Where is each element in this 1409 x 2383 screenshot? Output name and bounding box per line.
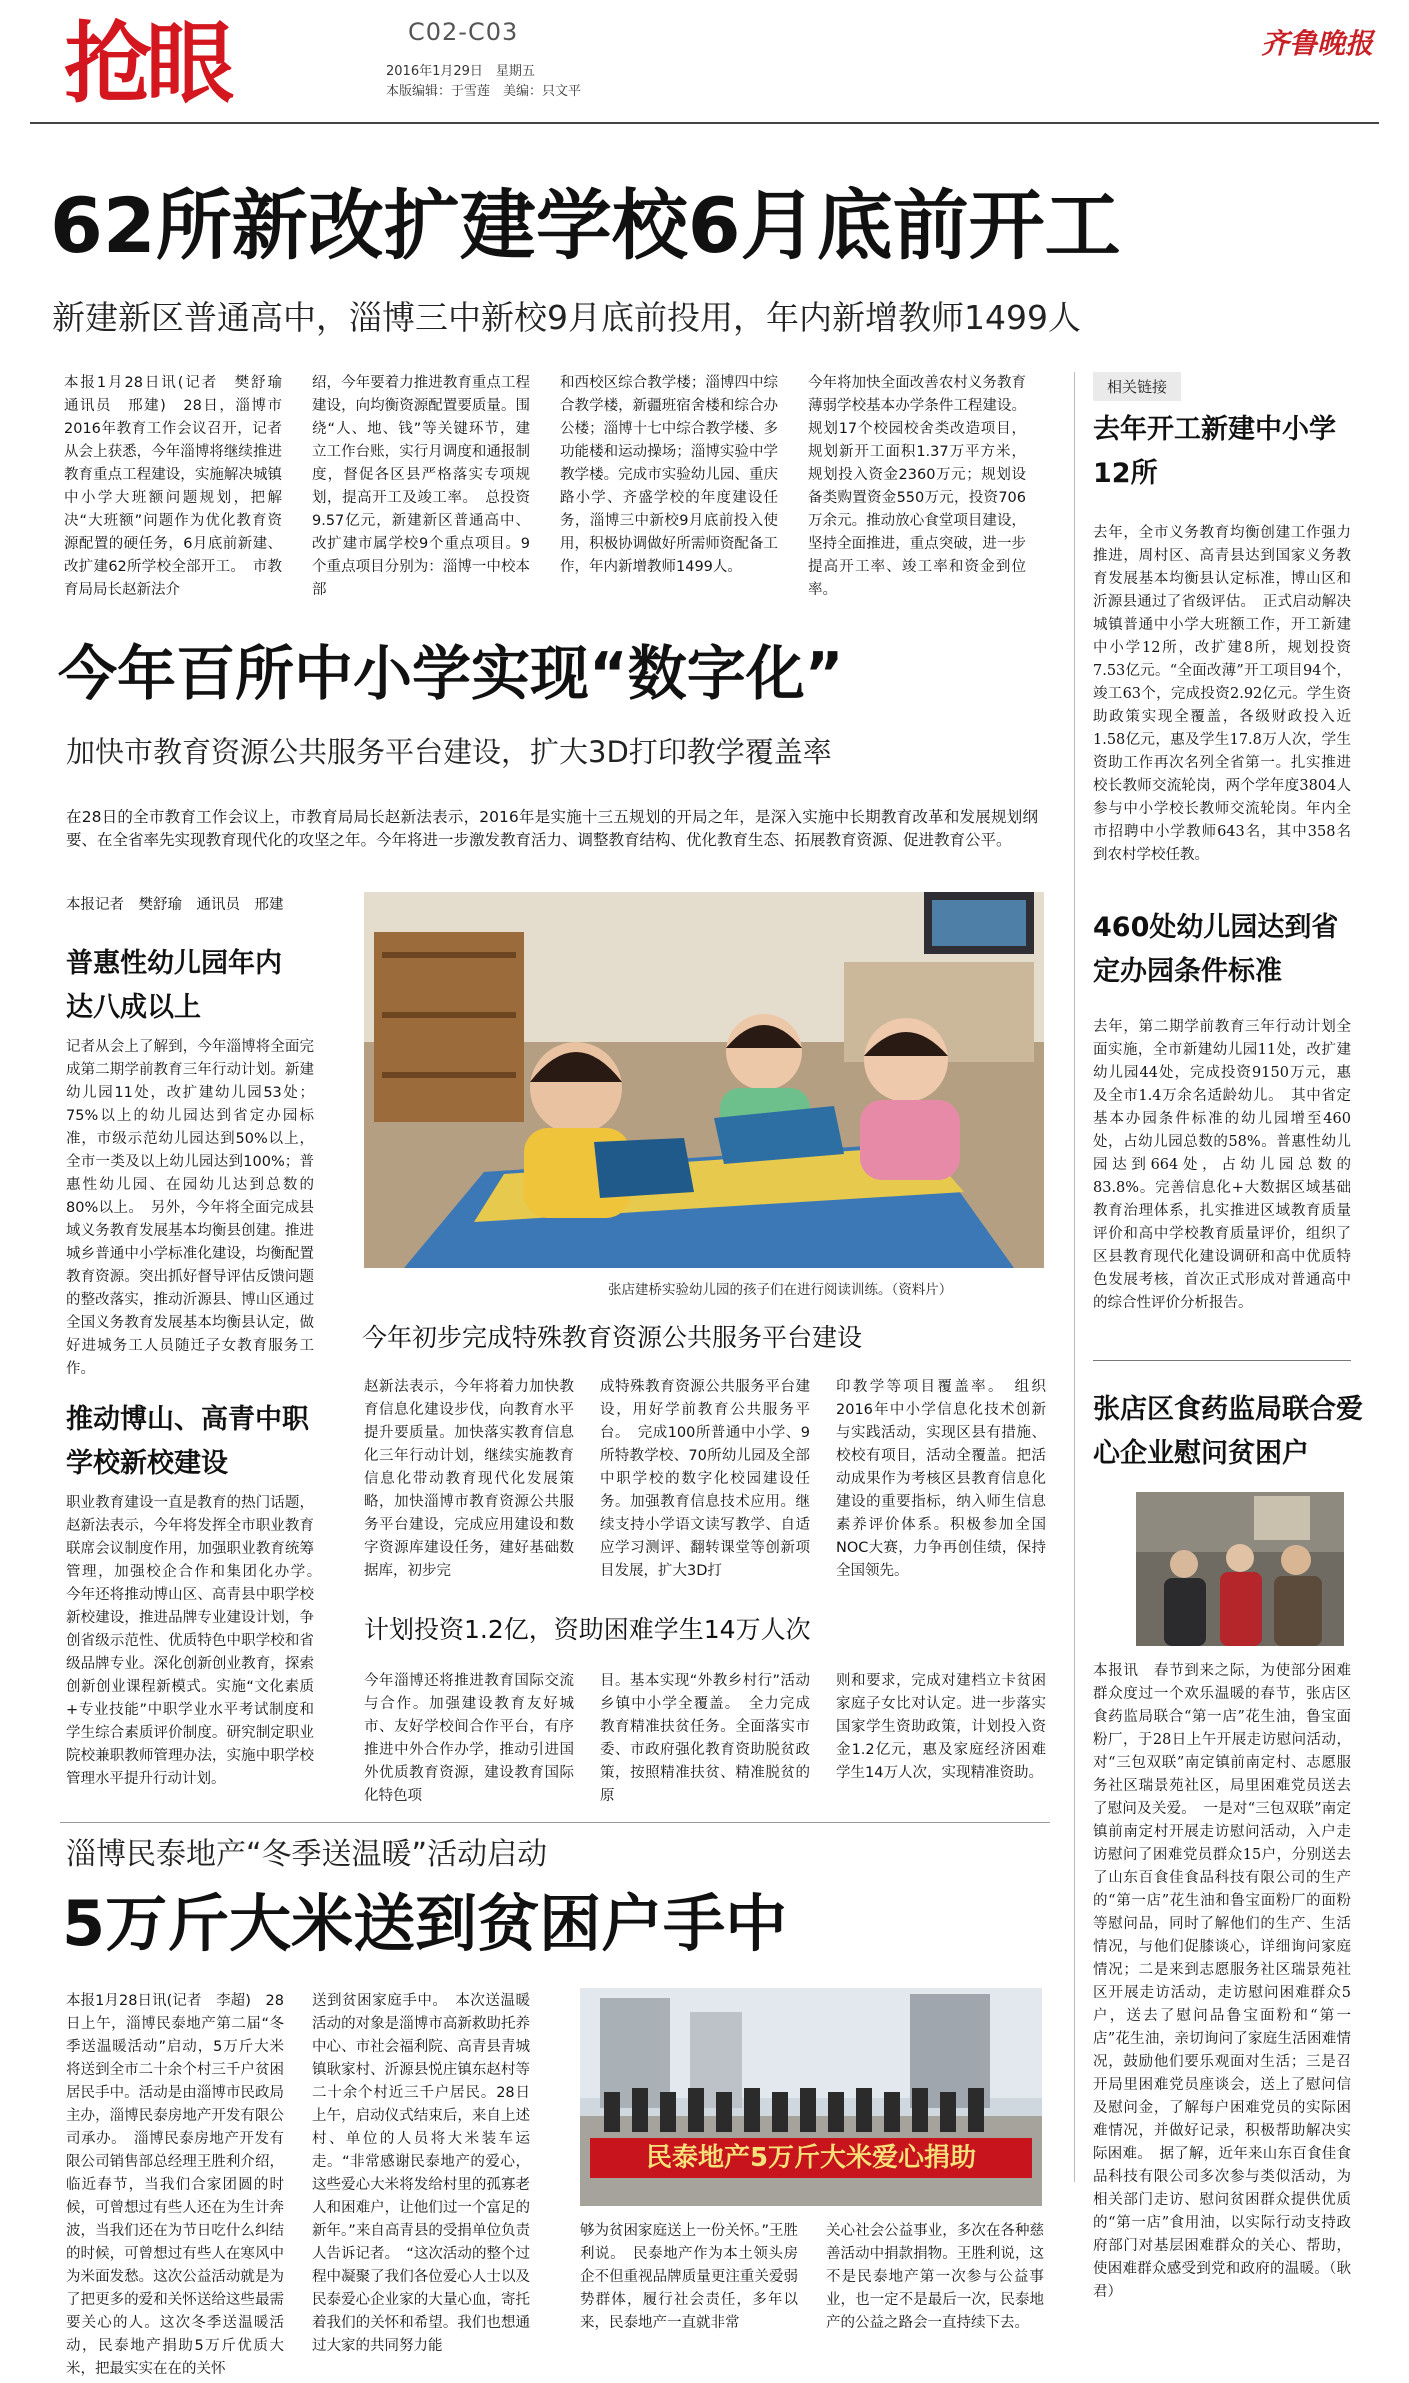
story1-col1: 本报1月28日讯(记者 樊舒瑜 通讯员 邢建) 28日，淄博市2016年教育工作会议召开，记者从会上获悉，今年淄博将继续推进教育重点工程建设，实施解决城镇中小学大班额问题规划，把解决“大班额”问题作为优化教育资源配置的硬任务，6月底前新建、改扩建62所学校全部开工。 市教育局局长赵新法介 <box>64 375 297 598</box>
story3-col3b: 关心社会公益事业，多次在各种慈善活动中捐款捐物。王胜利说，这不是民泰地产第一次参与公益事业，也一定不是最后一次，民泰地产的公益之路会一直持续下去。 <box>826 2223 1044 2331</box>
story3-kicker: 淄博民泰地产“冬季送温暖”活动启动 <box>66 1837 548 1872</box>
sidebar-text-2: 去年，第二期学前教育三年行动计划全面实施，全市新建幼儿园11处，改扩建幼儿园44处，完成投资9150万元，惠及全市1.4万余名适龄幼儿。 其中省定基本办园条件标准的幼儿园增至460处，占幼儿园总数的58%。普惠性幼儿园达到664处，占幼儿园总数的83.8%。完善信息化+大数据区域基础教育治理体系，扎实推进区域教育质量评价和高中学校教育质量评价，组织了区县教育现代化建设调研和高中优质特色发展考核，首次正式形成对普通高中的综合性评价分析报告。 <box>1093 1019 1351 1311</box>
masthead-rule <box>30 122 1379 124</box>
donation-banner-text: 民泰地产5万斤大米爱心捐助 <box>645 2143 977 2173</box>
story2-subhead: 加快市教育资源公共服务平台建设，扩大3D打印教学覆盖率 <box>66 735 832 769</box>
sidebar-text-1: 去年，全市义务教育均衡创建工作强力推进，周村区、高青县达到国家义务教育发展基本均衡县认定标准，博山区和沂源县通过了省级评估。 正式启动解决城镇普通中小学大班额工作，开工新建中小学12所，改扩建8所，规划投资7.53亿元。“全面改薄”开工项目94个，竣工63个，完成投资2.92亿元。学生资助政策实现全覆盖，各级财政投入近1.58亿元，惠及学生17.8万人次，学生资助工作再次名列全省第一。扎实推进校长教师交流轮岗，两个学年度3804人参与中小学校长教师交流轮岗。年内全市招聘中小学教师643名，其中358名到农村学校任教。 <box>1093 525 1351 863</box>
sidebar-head-1: 去年开工新建中小学12所 <box>1093 414 1336 489</box>
story2-head-d: 计划投资1.2亿，资助困难学生14万人次 <box>364 1615 811 1644</box>
kindergarten-reading-photo <box>364 892 1044 1268</box>
story2-text-c2: 成特殊教育资源公共服务平台建设，用好学前教育公共服务平台。 完成100所普通中小学、9所特教学校、70所幼儿园及全部中职学校的数字化校园建设任务。加强教育信息技术应用。继续支持小学语文读写教学、自适应学习测评、翻转课堂等创新项目发展，扩大3D打 <box>600 1379 810 1579</box>
story2-lede: 在28日的全市教育工作会议上，市教育局局长赵新法表示，2016年是实施十三五规划的开局之年，是深入实施中长期教育改革和发展规划纲要、在全省率先实现教育现代化的攻坚之年。今年将进一步激发教育活力、调整教育结构、优化教育生态、拓展教育资源、促进教育公平。 <box>66 808 1038 849</box>
story2-headline: 今年百所中小学实现“数字化” <box>58 639 844 708</box>
sidebar-rule <box>1093 1360 1351 1361</box>
editor-line: 本版编辑：于雪莲 美编：只文平 <box>386 84 582 99</box>
rice-donation-photo <box>580 1988 1042 2206</box>
story2-text-c1: 赵新法表示，今年将着力加快教育信息化建设步伐，向教育水平提升要质量。加快落实教育信息化三年行动计划，继续实施教育信息化带动教育现代化发展策略，加快淄博市教育资源公共服务平台建设，完成应用建设和数字资源库建设任务，建好基础数据库，初步完 <box>364 1379 574 1579</box>
sidebar-text-3: 本报讯 春节到来之际，为使部分困难群众度过一个欢乐温暖的春节，张店区食药监局联合“第一店”花生油，鲁宝面粉厂，于28日上午开展走访慰问活动，对“三包双联”南定镇前南定村、志愿服务社区瑞景苑社区，局里困难党员送去了慰问及关爱。 一是对“三包双联”南定镇前南定村开展走访慰问活动，入户走访慰问了困难党员群众15户，分别送去了山东百食佳食品科技有限公司的生产的“第一店”花生油和鲁宝面粉厂的面粉等慰问品，同时了解他们的生产、生活情况，与他们促膝谈心，详细询问家庭情况；二是来到志愿服务社区瑞景苑社区开展走访活动，走访慰问困难群众5户，送去了慰问品鲁宝面粉和“第一店”花生油，亲切询问了家庭生活困难情况，鼓励他们要乐观面对生活；三是召开局里困难党员座谈会，送上了慰问信及慰问金，了解每户困难党员的实际困难情况，并做好记录，积极帮助解决实际困难。 据了解，近年来山东百食佳食品科技有限公司多次参与类似活动，为相关部门走访、慰问贫困群众提供优质的“第一店”食用油，以实际行动支持政府部门对基层困难群众的关心、帮助，使困难群众感受到党和政府的温暖。（耿君） <box>1093 1663 1351 2300</box>
charity-visit-photo <box>1136 1492 1344 1646</box>
story2-head-c: 今年初步完成特殊教育资源公共服务平台建设 <box>362 1323 863 1352</box>
kindergarten-photo-caption: 张店建桥实验幼儿园的孩子们在进行阅读训练。（资料片） <box>608 1282 953 1298</box>
story2-text-c3: 印教学等项目覆盖率。 组织2016年中小学信息化技术创新与实践活动，实现区县有措施、校校有项目，活动全覆盖。把活动成果作为考核区县教育信息化建设的重要指标，纳入师生信息素养评价体系。积极参加全国NOC大赛，力争再创佳绩，保持全国领先。 <box>836 1379 1046 1579</box>
section-logo: 抢眼 <box>64 12 229 115</box>
page-code: C02-C03 <box>408 18 519 46</box>
story3-col3a: 够为贫困家庭送上一份关怀。”王胜利说。 民泰地产作为本土领头房企不但重视品牌质量更注重关爱弱势群体，履行社会责任，多年以来，民泰地产一直就非常 <box>580 2223 798 2331</box>
story2-text-b: 职业教育建设一直是教育的热门话题，赵新法表示，今年将发挥全市职业教育联席会议制度作用，加强职业教育统筹管理，加强校企合作和集团化办学。 今年还将推动博山区、高青县中职学校新校建设，推进品牌专业建设计划，争创省级示范性、优质特色中职学校和省级品牌专业。深化创新创业教育，探索创新创业课程新模式。实施“文化素质+专业技能”中职学业水平考试制度和学生综合素质评价制度。研究制定职业院校兼职教师管理办法，实施中职学校管理水平提升行动计划。 <box>66 1495 329 1787</box>
related-links-tag: 相关链接 <box>1093 372 1181 401</box>
story3-col2: 送到贫困家庭手中。 本次送温暖活动的对象是淄博市高新救助托养中心、市社会福利院、高青县青城镇耿家村、沂源县悦庄镇东赵村等二十余个村近三千户居民。28日上午，启动仪式结束后，来自上述村、单位的人员将大米装车运走。“非常感谢民泰地产的爱心，这些爱心大米将发给村里的孤寡老人和困难户，让他们过一个富足的新年。”来自高青县的受捐单位负责人告诉记者。 “这次活动的整个过程中凝聚了我们各位爱心人士以及民泰爱心企业家的大量心血，寄托着我们的关怀和希望。我们也想通过大家的共同努力能 <box>312 1993 530 2354</box>
story2-head-a: 普惠性幼儿园年内达八成以上 <box>66 948 282 1023</box>
story3-top-rule <box>60 1822 1050 1823</box>
story3-headline: 5万斤大米送到贫困户手中 <box>62 1887 788 1960</box>
date-line: 2016年1月29日 星期五 <box>386 64 535 79</box>
story1-col3: 和西校区综合教学楼；淄博四中综合教学楼，新疆班宿舍楼和综合办公楼；淄博十七中综合教学楼、多功能楼和运动操场；淄博实验中学教学楼。完成市实验幼儿园、重庆路小学、齐盛学校的年度建设任务，淄博三中新校9月底前投入使用，积极协调做好所需师资配备工作，年内新增教师1499人。 <box>560 375 778 575</box>
story2-byline: 本报记者 樊舒瑜 通讯员 邢建 <box>66 897 284 913</box>
story1-col2: 绍，今年要着力推进教育重点工程建设，向均衡资源配置要质量。围绕“人、地、钱”等关键环节，建立工作台账，实行月调度和通报制度，督促各区县严格落实专项规划，提高开工及竣工率。 总投资9.57亿元，新建新区普通高中、改扩建市属学校9个重点项目。9个重点项目分别为：淄博一中校本部 <box>312 375 530 598</box>
story1-subhead: 新建新区普通高中，淄博三中新校9月底前投用，年内新增教师1499人 <box>52 298 1081 337</box>
story3-col1: 本报1月28日讯(记者 李超) 28日上午，淄博民泰地产第二届“冬季送温暖活动”启动，5万斤大米将送到全市二十余个村三千户贫困居民手中。活动是由淄博市民政局主办，淄博民泰房地产开发有限公司承办。 淄博民泰房地产开发有限公司销售部总经理王胜利介绍，临近春节，当我们合家团圆的时候，可曾想过有些人还在为生计奔波，当我们还在为节日吃什么纠结的时候，可曾想过有些人在寒风中为米面发愁。这次公益活动就是为了把更多的爱和关怀送给这些最需要关心的人。这次冬季送温暖活动，民泰地产捐助5万斤优质大米，把最实实在在的关怀 <box>66 1993 284 2377</box>
story2-text-d1: 今年淄博还将推进教育国际交流与合作。加强建设教育友好城市、友好学校间合作平台，有序推进中外合作办学，推动引进国外优质教育资源，建设教育国际化特色项 <box>364 1673 574 1804</box>
story1-headline: 62所新改扩建学校6月底前开工 <box>50 181 1121 270</box>
story2-text-d3: 则和要求，完成对建档立卡贫困家庭子女比对认定。进一步落实国家学生资助政策，计划投入资金1.2亿元，惠及家庭经济困难学生14万人次，实现精准资助。 <box>836 1673 1046 1781</box>
sidebar-head-2: 460处幼儿园达到省定办园条件标准 <box>1093 912 1339 987</box>
story2-text-a: 记者从会上了解到，今年淄博将全面完成第二期学前教育三年行动计划。新建幼儿园11处，改扩建幼儿园53处；75%以上的幼儿园达到省定办园标准，市级示范幼儿园达到50%以上，全市一类及以上幼儿园达到100%；普惠性幼儿园、在园幼儿达到总数的80%以上。 另外，今年将全面完成县域义务教育发展基本均衡县创建。推进城乡普通中小学标准化建设，均衡配置教育资源。突出抓好督导评估反馈问题的整改落实，推动沂源县、博山区通过全国义务教育发展基本均衡县认定，做好进城务工人员随迁子女教育服务工作。 <box>66 1039 314 1377</box>
story2-head-b: 推动博山、高青中职学校新校建设 <box>66 1404 309 1479</box>
story1-col4: 今年将加快全面改善农村义务教育薄弱学校基本办学条件工程建设。规划17个校园校舍类改造项目，规划新开工面积1.37万平方米，规划投入资金2360万元；规划设备类购置资金550万元，投资706万余元。推动放心食堂项目建设，坚持全面推进，重点突破，进一步提高开工率、竣工率和资金到位率。 <box>808 375 1026 598</box>
story2-text-d2: 目。基本实现“外教乡村行”活动乡镇中小学全覆盖。 全力完成教育精准扶贫任务。全面落实市委、市政府强化教育资助脱贫政策，按照精准扶贫、精准脱贫的原 <box>600 1673 810 1804</box>
sidebar-divider <box>1074 372 1075 2182</box>
newspaper-brand: 齐鲁晚报 <box>1260 27 1373 60</box>
sidebar-head-3: 张店区食药监局联合爱心企业慰问贫困户 <box>1093 1394 1363 1469</box>
